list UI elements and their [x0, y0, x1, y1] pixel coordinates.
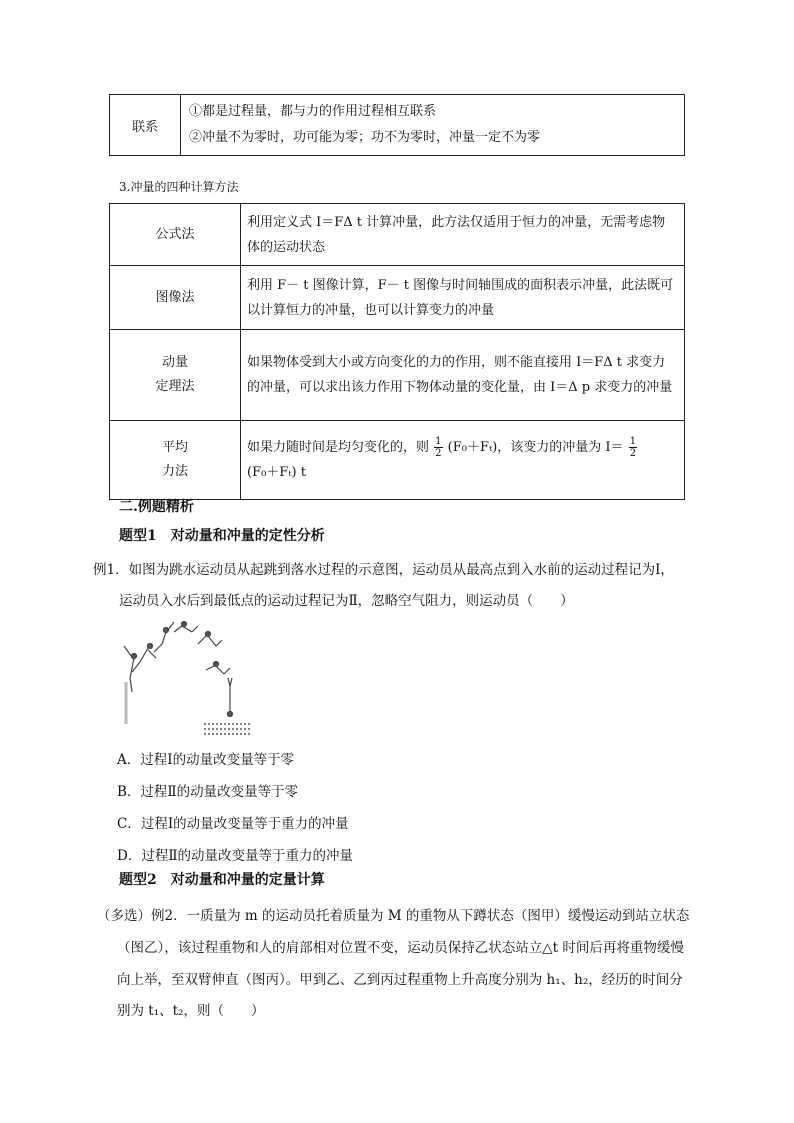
method-formula: 公式法 [110, 204, 241, 266]
type-1-heading: 题型1 对动量和冲量的定性分析 [119, 528, 325, 544]
table-row [110, 330, 685, 421]
frac-den-1: 2 [435, 448, 442, 459]
diver-6 [206, 662, 230, 675]
option-b: B．过程Ⅱ的动量改变量等于零 [117, 784, 299, 800]
frac-den-2: 2 [629, 448, 637, 459]
relation-content [181, 95, 685, 156]
diver-4 [174, 622, 198, 633]
section-2-heading: 二.例题精析 [119, 499, 194, 515]
method-momentum-theorem-l2: 定理法 [155, 379, 195, 394]
fraction-half-1 [434, 436, 442, 459]
relation-header: 联系 [110, 95, 181, 156]
method-momentum-theorem [110, 330, 241, 421]
example-2-line-3: 向上举，至双臂伸直（图丙）。甲到乙、乙到丙过程重物上升高度分别为 h₁、h₂，经历的时间分 [117, 972, 683, 988]
section-3-title: 3.冲量的四种计算方法 [119, 180, 239, 194]
relation-line-1: ①都是过程量，都与力的作用过程相互联系 [189, 104, 437, 119]
table-row [110, 204, 685, 266]
table-row [110, 266, 685, 330]
method-average-force-l2: 力法 [161, 464, 188, 479]
method-average-force-l1: 平均 [161, 440, 188, 455]
option-a: A．过程Ⅰ的动量改变量等于零 [117, 752, 295, 768]
avg-desc-c: (F₀＋Fₜ) t [247, 465, 306, 480]
avg-desc-b: (F₀＋Fₜ)，该变力的冲量为 I＝ [447, 440, 624, 455]
diver-5 [198, 632, 222, 647]
diver-7 [228, 678, 233, 717]
fraction-half-2 [629, 436, 637, 459]
example-2-line-2: （图乙），该过程重物和人的肩部相对位置不变，运动员保持乙状态站立△t 时间后再将重物缓慢 [117, 940, 684, 956]
method-momentum-theorem-desc: 如果物体受到大小或方向变化的力的作用，则不能直接用 I＝FΔ t 求变力的冲量，可以求出该力作用下物体动量的变化量，由 I＝Δ p 求变力的冲量 [241, 330, 685, 421]
method-average-force [110, 421, 241, 500]
type-2-heading: 题型2 对动量和冲量的定量计算 [119, 872, 325, 888]
relation-line-2: ②冲量不为零时，功可能为零；功不为零时，冲量一定不为零 [189, 130, 541, 145]
table-row [110, 421, 685, 500]
method-graph-desc: 利用 F－ t 图像计算，F－ t 图像与时间轴围成的面积表示冲量，此法既可以计算恒力的冲量，也可以计算变力的冲量 [241, 266, 685, 330]
example-2-line-4: 别为 t₁、t₂，则（ ） [117, 1003, 265, 1019]
impulse-methods-table [109, 203, 685, 500]
diver-3 [154, 622, 174, 652]
diving-figure [112, 616, 252, 740]
frac-num-2: 1 [629, 436, 637, 447]
method-average-force-desc [241, 421, 685, 500]
water-surface [204, 724, 250, 734]
option-c: C．过程Ⅰ的动量改变量等于重力的冲量 [117, 816, 349, 832]
method-momentum-theorem-l1: 动量 [161, 355, 188, 370]
method-graph: 图像法 [110, 266, 241, 330]
option-d: D．过程Ⅱ的动量改变量等于重力的冲量 [117, 848, 353, 864]
example-2-line-1: （多选）例2．一质量为 m 的运动员托着质量为 M 的重物从下蹲状态（图甲）缓慢运动到站立状态 [97, 908, 690, 924]
frac-num-1: 1 [435, 436, 442, 447]
example-1-line-2: 运动员入水后到最低点的运动过程记为Ⅱ，忽略空气阻力，则运动员（ ） [119, 593, 574, 609]
avg-desc-a: 如果力随时间是均匀变化的，则 [247, 440, 430, 455]
relation-table [109, 94, 685, 156]
example-1-line-1: 例1．如图为跳水运动员从起跳到落水过程的示意图，运动员从最高点到入水前的运动过程记为Ⅰ， [93, 562, 674, 578]
method-formula-desc: 利用定义式 I＝FΔ t 计算冲量，此方法仅适用于恒力的冲量，无需考虑物体的运动状态 [241, 204, 685, 266]
